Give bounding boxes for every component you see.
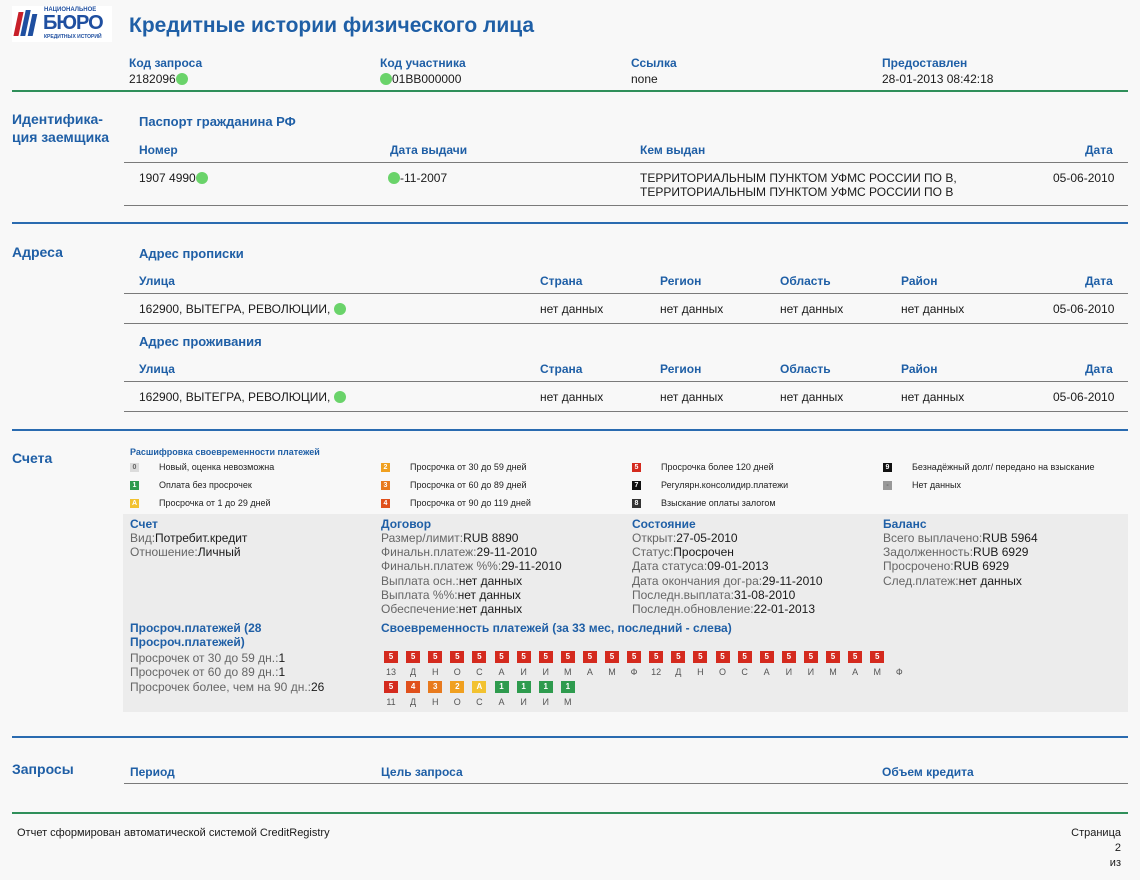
- payment-status-cell: 5: [583, 651, 597, 663]
- payment-status-cell: 5: [738, 651, 752, 663]
- payment-status-cell: 5: [826, 651, 840, 663]
- payment-month-label: М: [608, 667, 616, 677]
- balance-paid: Всего выплачено:RUB 5964: [883, 531, 1038, 545]
- payment-month-label: Д: [675, 667, 682, 677]
- payment-status-cell: 5: [760, 651, 774, 663]
- residence-region: нет данных: [660, 390, 724, 404]
- passport-issued-by: ТЕРРИТОРИАЛЬНЫМ ПУНКТОМ УФМС РОССИИ ПО В, ТЕРРИТОРИАЛЬНЫМ ПУНКТОМ УФМС РОССИИ ПО В: [640, 171, 957, 199]
- payment-status-cell: 5: [693, 651, 707, 663]
- payment-status-cell: 5: [539, 651, 553, 663]
- row-divider: [124, 205, 1128, 206]
- passport-issue-date: -11-2007: [388, 171, 447, 185]
- col-country: Страна: [540, 362, 583, 376]
- contract-size: Размер/лимит:RUB 8890: [381, 531, 519, 545]
- payment-month-label: А: [498, 667, 505, 677]
- payment-month-label: И: [807, 667, 815, 677]
- section-divider: [12, 429, 1128, 431]
- divider: [12, 812, 1128, 814]
- payment-status-cell: 1: [539, 681, 553, 693]
- state-last-pay: Последн.выплата:31-08-2010: [632, 588, 796, 602]
- member-code-label: Код участника: [380, 56, 466, 70]
- legend-label: Безнадёжный долг/ передано на взыскание: [912, 462, 1095, 472]
- payment-status-cell: 5: [804, 651, 818, 663]
- state-last-update: Последн.обновление:22-01-2013: [632, 602, 816, 616]
- contract-final: Финальн.платеж:29-11-2010: [381, 545, 538, 559]
- row-divider: [124, 323, 1128, 324]
- payment-month-label: С: [476, 697, 483, 707]
- link-label: Ссылка: [631, 56, 677, 70]
- logo-text-bottom: КРЕДИТНЫХ ИСТОРИЙ: [44, 34, 102, 40]
- payment-status-cell: 5: [627, 651, 641, 663]
- payment-status-cell: 5: [517, 651, 531, 663]
- payment-month-label: О: [453, 667, 461, 677]
- balance-title: Баланс: [883, 517, 927, 531]
- registration-country: нет данных: [540, 302, 604, 316]
- contract-final-pct: Финальн.платеж %%:29-11-2010: [381, 559, 562, 573]
- payment-status-cell: 1: [561, 681, 575, 693]
- logo: [12, 6, 112, 42]
- payment-month-label: О: [453, 697, 461, 707]
- section-addresses-title: Адреса: [12, 244, 63, 260]
- col-district: Район: [901, 362, 938, 376]
- logo-text-main: БЮРО: [43, 12, 103, 34]
- col-date: Дата: [1085, 362, 1113, 376]
- logo-mark: [14, 8, 40, 38]
- balance-next: След.платеж:нет данных: [883, 574, 1022, 588]
- footer-page-number: 2: [1114, 842, 1121, 854]
- legend-label: Просрочка от 1 до 29 дней: [159, 498, 271, 508]
- row-divider: [124, 162, 1128, 163]
- redaction-dot: [380, 73, 392, 85]
- divider: [12, 90, 1128, 92]
- col-oblast: Область: [780, 274, 831, 288]
- balance-overdue: Просрочено:RUB 6929: [883, 559, 1009, 573]
- state-status-date: Дата статуса:09-01-2013: [632, 559, 769, 573]
- residence-address-title: Адрес проживания: [139, 334, 262, 349]
- legend-swatch: 4: [381, 499, 390, 508]
- payment-month-label: С: [476, 667, 483, 677]
- payment-month-label: М: [829, 667, 837, 677]
- payment-month-label: О: [718, 667, 726, 677]
- payment-month-label: 12: [651, 667, 662, 677]
- col-region: Регион: [660, 362, 702, 376]
- section-divider: [12, 222, 1128, 224]
- redaction-dot: [388, 172, 400, 184]
- contract-pay-main: Выплата осн.:нет данных: [381, 574, 523, 588]
- legend-label: Нет данных: [912, 480, 961, 490]
- payment-month-label: Д: [410, 667, 417, 677]
- legend-label: Взыскание оплаты залогом: [661, 498, 776, 508]
- section-identification-title: Идентифика- ция заемщика: [12, 111, 110, 145]
- account-title: Счет: [130, 517, 158, 531]
- col-purpose: Цель запроса: [381, 765, 463, 779]
- request-code-value: 2182096: [129, 72, 188, 86]
- registration-region: нет данных: [660, 302, 724, 316]
- legend-label: Просрочка более 120 дней: [661, 462, 774, 472]
- payment-status-cell: 5: [782, 651, 796, 663]
- payment-status-cell: 5: [406, 651, 420, 663]
- payment-status-cell: A: [472, 681, 486, 693]
- residence-country: нет данных: [540, 390, 604, 404]
- legend-swatch: 3: [381, 481, 390, 490]
- row-divider: [124, 293, 1128, 294]
- payment-month-label: Д: [410, 697, 417, 707]
- row-divider: [124, 783, 1128, 784]
- legend-swatch: 8: [632, 499, 641, 508]
- legend-label: Оплата без просрочек: [159, 480, 252, 490]
- state-title: Состояние: [632, 517, 696, 531]
- payment-status-cell: 5: [605, 651, 619, 663]
- legend-swatch: 0: [130, 463, 139, 472]
- overdue-title: Просроч.платежей (28 Просроч.платежей): [130, 621, 262, 649]
- legend-swatch: 2: [381, 463, 390, 472]
- registration-address-title: Адрес прописки: [139, 246, 244, 261]
- state-status: Статус:Просрочен: [632, 545, 734, 559]
- payment-month-label: И: [542, 667, 549, 677]
- row-divider: [124, 381, 1128, 382]
- payment-month-label: М: [873, 667, 881, 677]
- state-end-date: Дата окончания дог-ра:29-11-2010: [632, 574, 823, 588]
- legend-label: Новый, оценка невозможна: [159, 462, 275, 472]
- provided-value: 28-01-2013 08:42:18: [882, 72, 994, 86]
- legend-label: Регулярн.консолидир.платежи: [661, 480, 789, 490]
- payment-month-label: 13: [385, 667, 396, 677]
- payment-status-cell: 1: [495, 681, 509, 693]
- residence-date: 05-06-2010: [1053, 390, 1115, 404]
- payment-status-cell: 5: [384, 651, 398, 663]
- row-divider: [124, 411, 1128, 412]
- payment-month-label: И: [520, 667, 527, 677]
- redaction-dot: [334, 391, 346, 403]
- col-country: Страна: [540, 274, 583, 288]
- link-value: none: [631, 72, 658, 86]
- provided-label: Предоставлен: [882, 56, 968, 70]
- col-credit-volume: Объем кредита: [882, 765, 974, 779]
- col-number: Номер: [139, 143, 178, 157]
- legend-swatch: 5: [632, 463, 641, 472]
- contract-title: Договор: [381, 517, 432, 531]
- redaction-dot: [176, 73, 188, 85]
- balance-debt: Задолженность:RUB 6929: [883, 545, 1029, 559]
- payment-status-cell: 5: [561, 651, 575, 663]
- timeliness-title: Своевременность платежей (за 33 мес, последний - слева): [381, 621, 732, 635]
- payment-status-cell: 5: [384, 681, 398, 693]
- payment-status-cell: 5: [472, 651, 486, 663]
- account-relation: Отношение:Личный: [130, 545, 241, 559]
- payment-month-label: А: [498, 697, 505, 707]
- payment-month-label: Ф: [630, 667, 638, 677]
- payment-month-label: А: [763, 667, 770, 677]
- payment-status-cell: 5: [716, 651, 730, 663]
- payment-status-cell: 2: [450, 681, 464, 693]
- legend-swatch: -: [883, 481, 892, 490]
- payment-month-label: И: [542, 697, 549, 707]
- col-district: Район: [901, 274, 938, 288]
- payment-status-cell: 3: [428, 681, 442, 693]
- payment-month-label: И: [520, 697, 527, 707]
- col-street: Улица: [139, 274, 175, 288]
- legend-label: Просрочка от 30 до 59 дней: [410, 462, 527, 472]
- legend-swatch: 1: [130, 481, 139, 490]
- section-accounts-title: Счета: [12, 450, 53, 466]
- registration-date: 05-06-2010: [1053, 302, 1115, 316]
- col-period: Период: [130, 765, 175, 779]
- col-region: Регион: [660, 274, 702, 288]
- request-code-label: Код запроса: [129, 56, 203, 70]
- col-street: Улица: [139, 362, 175, 376]
- payment-month-label: Ф: [895, 667, 903, 677]
- redaction-dot: [334, 303, 346, 315]
- contract-pay-pct: Выплата %%:нет данных: [381, 588, 521, 602]
- payment-month-label: Н: [431, 667, 439, 677]
- payment-month-label: И: [785, 667, 793, 677]
- passport-title: Паспорт гражданина РФ: [139, 114, 296, 129]
- col-date: Дата: [1085, 143, 1113, 157]
- residence-district: нет данных: [901, 390, 965, 404]
- legend-swatch: 9: [883, 463, 892, 472]
- section-requests-title: Запросы: [12, 761, 74, 777]
- account-type: Вид:Потребит.кредит: [130, 531, 248, 545]
- payment-month-label: Н: [431, 697, 439, 707]
- col-issued-by: Кем выдан: [640, 143, 706, 157]
- legend-swatch: 7: [632, 481, 641, 490]
- redaction-dot: [196, 172, 208, 184]
- legend-label: Просрочка от 90 до 119 дней: [410, 498, 531, 508]
- payment-month-label: А: [852, 667, 859, 677]
- payment-month-label: М: [564, 697, 572, 707]
- payment-status-cell: 1: [517, 681, 531, 693]
- state-opened: Открыт:27-05-2010: [632, 531, 738, 545]
- payment-month-label: А: [586, 667, 593, 677]
- col-oblast: Область: [780, 362, 831, 376]
- registration-district: нет данных: [901, 302, 965, 316]
- passport-number: 1907 4990: [139, 171, 208, 185]
- payment-month-label: Н: [697, 667, 704, 677]
- legend-label: Просрочка от 60 до 89 дней: [410, 480, 527, 490]
- overdue-90-plus: Просрочек более, чем на 90 дн.:26: [130, 680, 325, 694]
- logo-text-top: НАЦИОНАЛЬНОЕ: [44, 7, 97, 13]
- payment-month-label: 11: [386, 697, 396, 707]
- payment-month-label: С: [741, 667, 748, 677]
- registration-street: 162900, ВЫТЕГРА, РЕВОЛЮЦИИ,: [139, 302, 346, 316]
- payment-status-cell: 5: [848, 651, 862, 663]
- payment-status-cell: 5: [870, 651, 884, 663]
- residence-oblast: нет данных: [780, 390, 844, 404]
- payment-status-cell: 5: [428, 651, 442, 663]
- member-code-value: 01BB000000: [380, 72, 461, 86]
- payment-status-cell: 4: [406, 681, 420, 693]
- overdue-60-89: Просрочек от 60 до 89 дн.:1: [130, 665, 286, 679]
- contract-security: Обеспечение:нет данных: [381, 602, 523, 616]
- col-issue-date: Дата выдачи: [390, 143, 468, 157]
- col-date: Дата: [1085, 274, 1113, 288]
- page-title: Кредитные истории физического лица: [129, 14, 535, 37]
- payment-status-cell: 5: [450, 651, 464, 663]
- payment-status-cell: 5: [671, 651, 685, 663]
- footer-page-label: Страница: [1071, 827, 1121, 839]
- residence-street: 162900, ВЫТЕГРА, РЕВОЛЮЦИИ,: [139, 390, 346, 404]
- registration-oblast: нет данных: [780, 302, 844, 316]
- section-divider: [12, 736, 1128, 738]
- legend-title: Расшифровка своевременности платежей: [130, 447, 320, 457]
- passport-date: 05-06-2010: [1053, 171, 1115, 185]
- legend-swatch: A: [131, 500, 138, 507]
- footer-of-label: из: [1109, 857, 1121, 869]
- payment-status-cell: 5: [649, 651, 663, 663]
- overdue-30-59: Просрочек от 30 до 59 дн.:1: [130, 651, 286, 665]
- footer-generated: Отчет сформирован автоматической системой CreditRegistry: [17, 827, 330, 839]
- payment-status-cell: 5: [495, 651, 509, 663]
- payment-month-label: М: [564, 667, 572, 677]
